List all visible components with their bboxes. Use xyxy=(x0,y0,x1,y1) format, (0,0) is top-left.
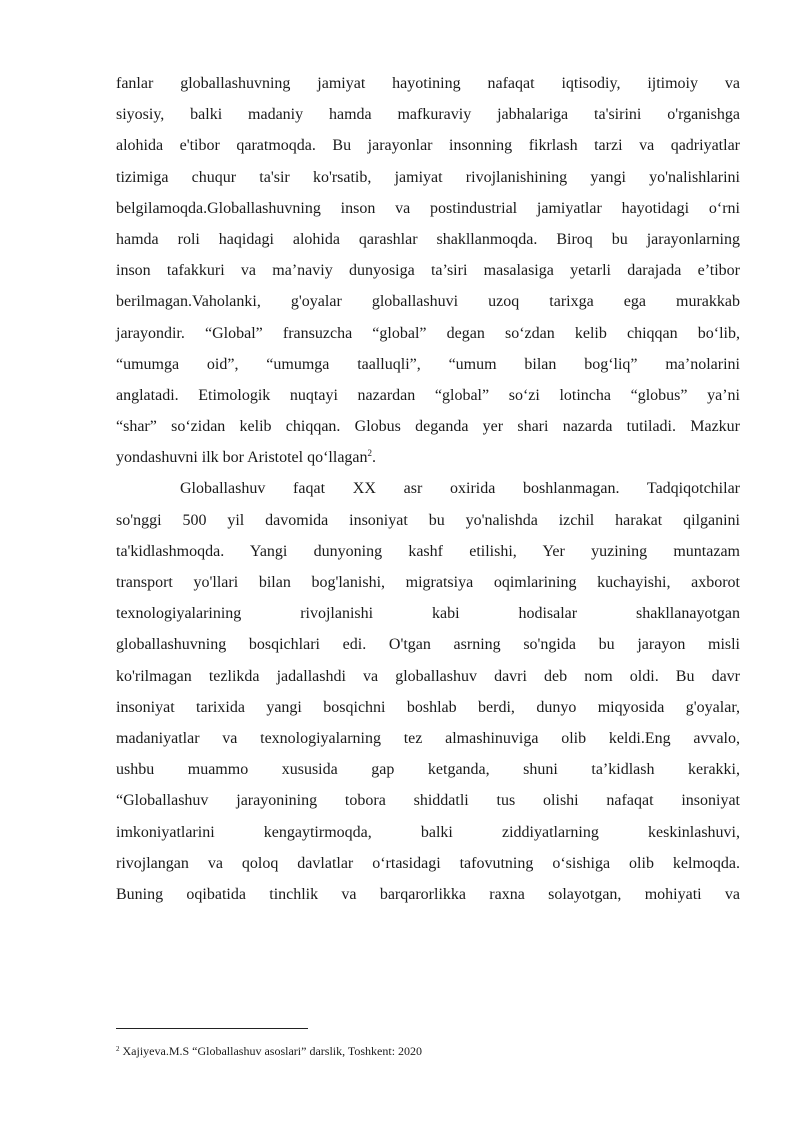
text-line: madaniyatlar va texnologiyalarning tez almashinuviga olib keldi.Eng avvalo, xyxy=(116,729,740,747)
text-line: globallashuvning bosqichlari edi. O'tgan asrning so'ngida bu jarayon misli xyxy=(116,636,740,654)
text-line: “shar” so‘zidan kelib chiqqan. Globus deganda yer shari nazarda tutiladi. Mazkur xyxy=(116,418,740,436)
text-line: Buning oqibatida tinchlik va barqarorlikka raxna solayotgan, mohiyati va xyxy=(116,885,740,903)
footnote-separator xyxy=(116,1028,308,1029)
body-text xyxy=(116,68,740,910)
text-line: anglatadi. Etimologik nuqtayi nazardan “global” so‘zi lotincha “globus” ya’ni xyxy=(116,386,740,404)
text-line: so'nggi 500 yil davomida insoniyat bu yo'nalishda izchil harakat qilganini xyxy=(116,511,740,529)
text-line: Globallashuv faqat XX asr oxirida boshlanmagan. Tadqiqotchilar xyxy=(180,480,740,498)
text-line: texnologiyalarining rivojlanishi kabi hodisalar shakllanayotgan xyxy=(116,605,740,623)
paragraph-1-last-line: yondashuvni ilk bor Aristotel qo‘llagan$^2$. xyxy=(116,448,377,467)
footnote-text: Xajiyeva.M.S “Globallashuv asoslari” darslik, Toshkent: 2020 xyxy=(119,1044,423,1058)
text-line: siyosiy, balki madaniy hamda mafkuraviy jabhalariga ta'sirini o'rganishga xyxy=(116,106,740,124)
text-line: hamda roli haqidagi alohida qarashlar shakllanmoqda. Biroq bu jarayonlarning xyxy=(116,230,740,248)
text-line: fanlar globallashuvning jamiyat hayotining nafaqat iqtisodiy, ijtimoiy va xyxy=(116,75,740,92)
footnote xyxy=(116,1043,422,1059)
text-line: transport yo'llari bilan bog'lanishi, migratsiya oqimlarining kuchayishi, axborot xyxy=(116,574,740,591)
paragraph-2 xyxy=(116,473,740,910)
text-line: berilmagan.Vaholanki, g'oyalar globallashuvi uzoq tarixga ega murakkab xyxy=(116,293,740,311)
text-line: belgilamoqda.Globallashuvning inson va postindustrial jamiyatlar hayotidagi o‘rni xyxy=(116,199,740,217)
text-line: “Globallashuv jarayonining tobora shiddatli tus olishi nafaqat insoniyat xyxy=(116,792,740,810)
text-line: “umumga oid”, “umumga taalluqli”, “umum bilan bog‘liq” ma’nolarini xyxy=(116,355,740,373)
footnote-reference[interactable]: 2 xyxy=(367,448,373,459)
text-line: inson tafakkuri va ma’naviy dunyosiga ta’siri masalasiga yetarli darajada e’tibor xyxy=(116,262,740,280)
text-line: imkoniyatlarini kengaytirmoqda, balki ziddiyatlarning keskinlashuvi, xyxy=(116,823,740,841)
text-line: ko'rilmagan tezlikda jadallashdi va globallashuv davri deb nom oldi. Bu davr xyxy=(116,667,740,685)
text-line: ta'kidlashmoqda. Yangi dunyoning kashf etilishi, Yer yuzining muntazam xyxy=(116,542,740,560)
paragraph-1 xyxy=(116,68,740,442)
text-line: insoniyat tarixida yangi bosqichni boshlab berdi, dunyo miqyosida g'oyalar, xyxy=(116,698,740,716)
footnote-mark: 2 xyxy=(116,1045,120,1053)
text-line: rivojlangan va qoloq davlatlar o‘rtasidagi tafovutning o‘sishiga olib kelmoqda. xyxy=(116,854,740,872)
text-line: ushbu muammo xususida gap ketganda, shuni ta’kidlash kerakki, xyxy=(116,761,740,779)
text-line: jarayondir. “Global” fransuzcha “global” degan so‘zdan kelib chiqqan bo‘lib, xyxy=(116,324,740,342)
text-line: alohida e'tibor qaratmoqda. Bu jarayonlar insonning fikrlash tarzi va qadriyatlar xyxy=(116,137,740,155)
text-line: tizimiga chuqur ta'sir ko'rsatib, jamiyat rivojlanishining yangi yo'nalishlarini xyxy=(116,168,740,186)
